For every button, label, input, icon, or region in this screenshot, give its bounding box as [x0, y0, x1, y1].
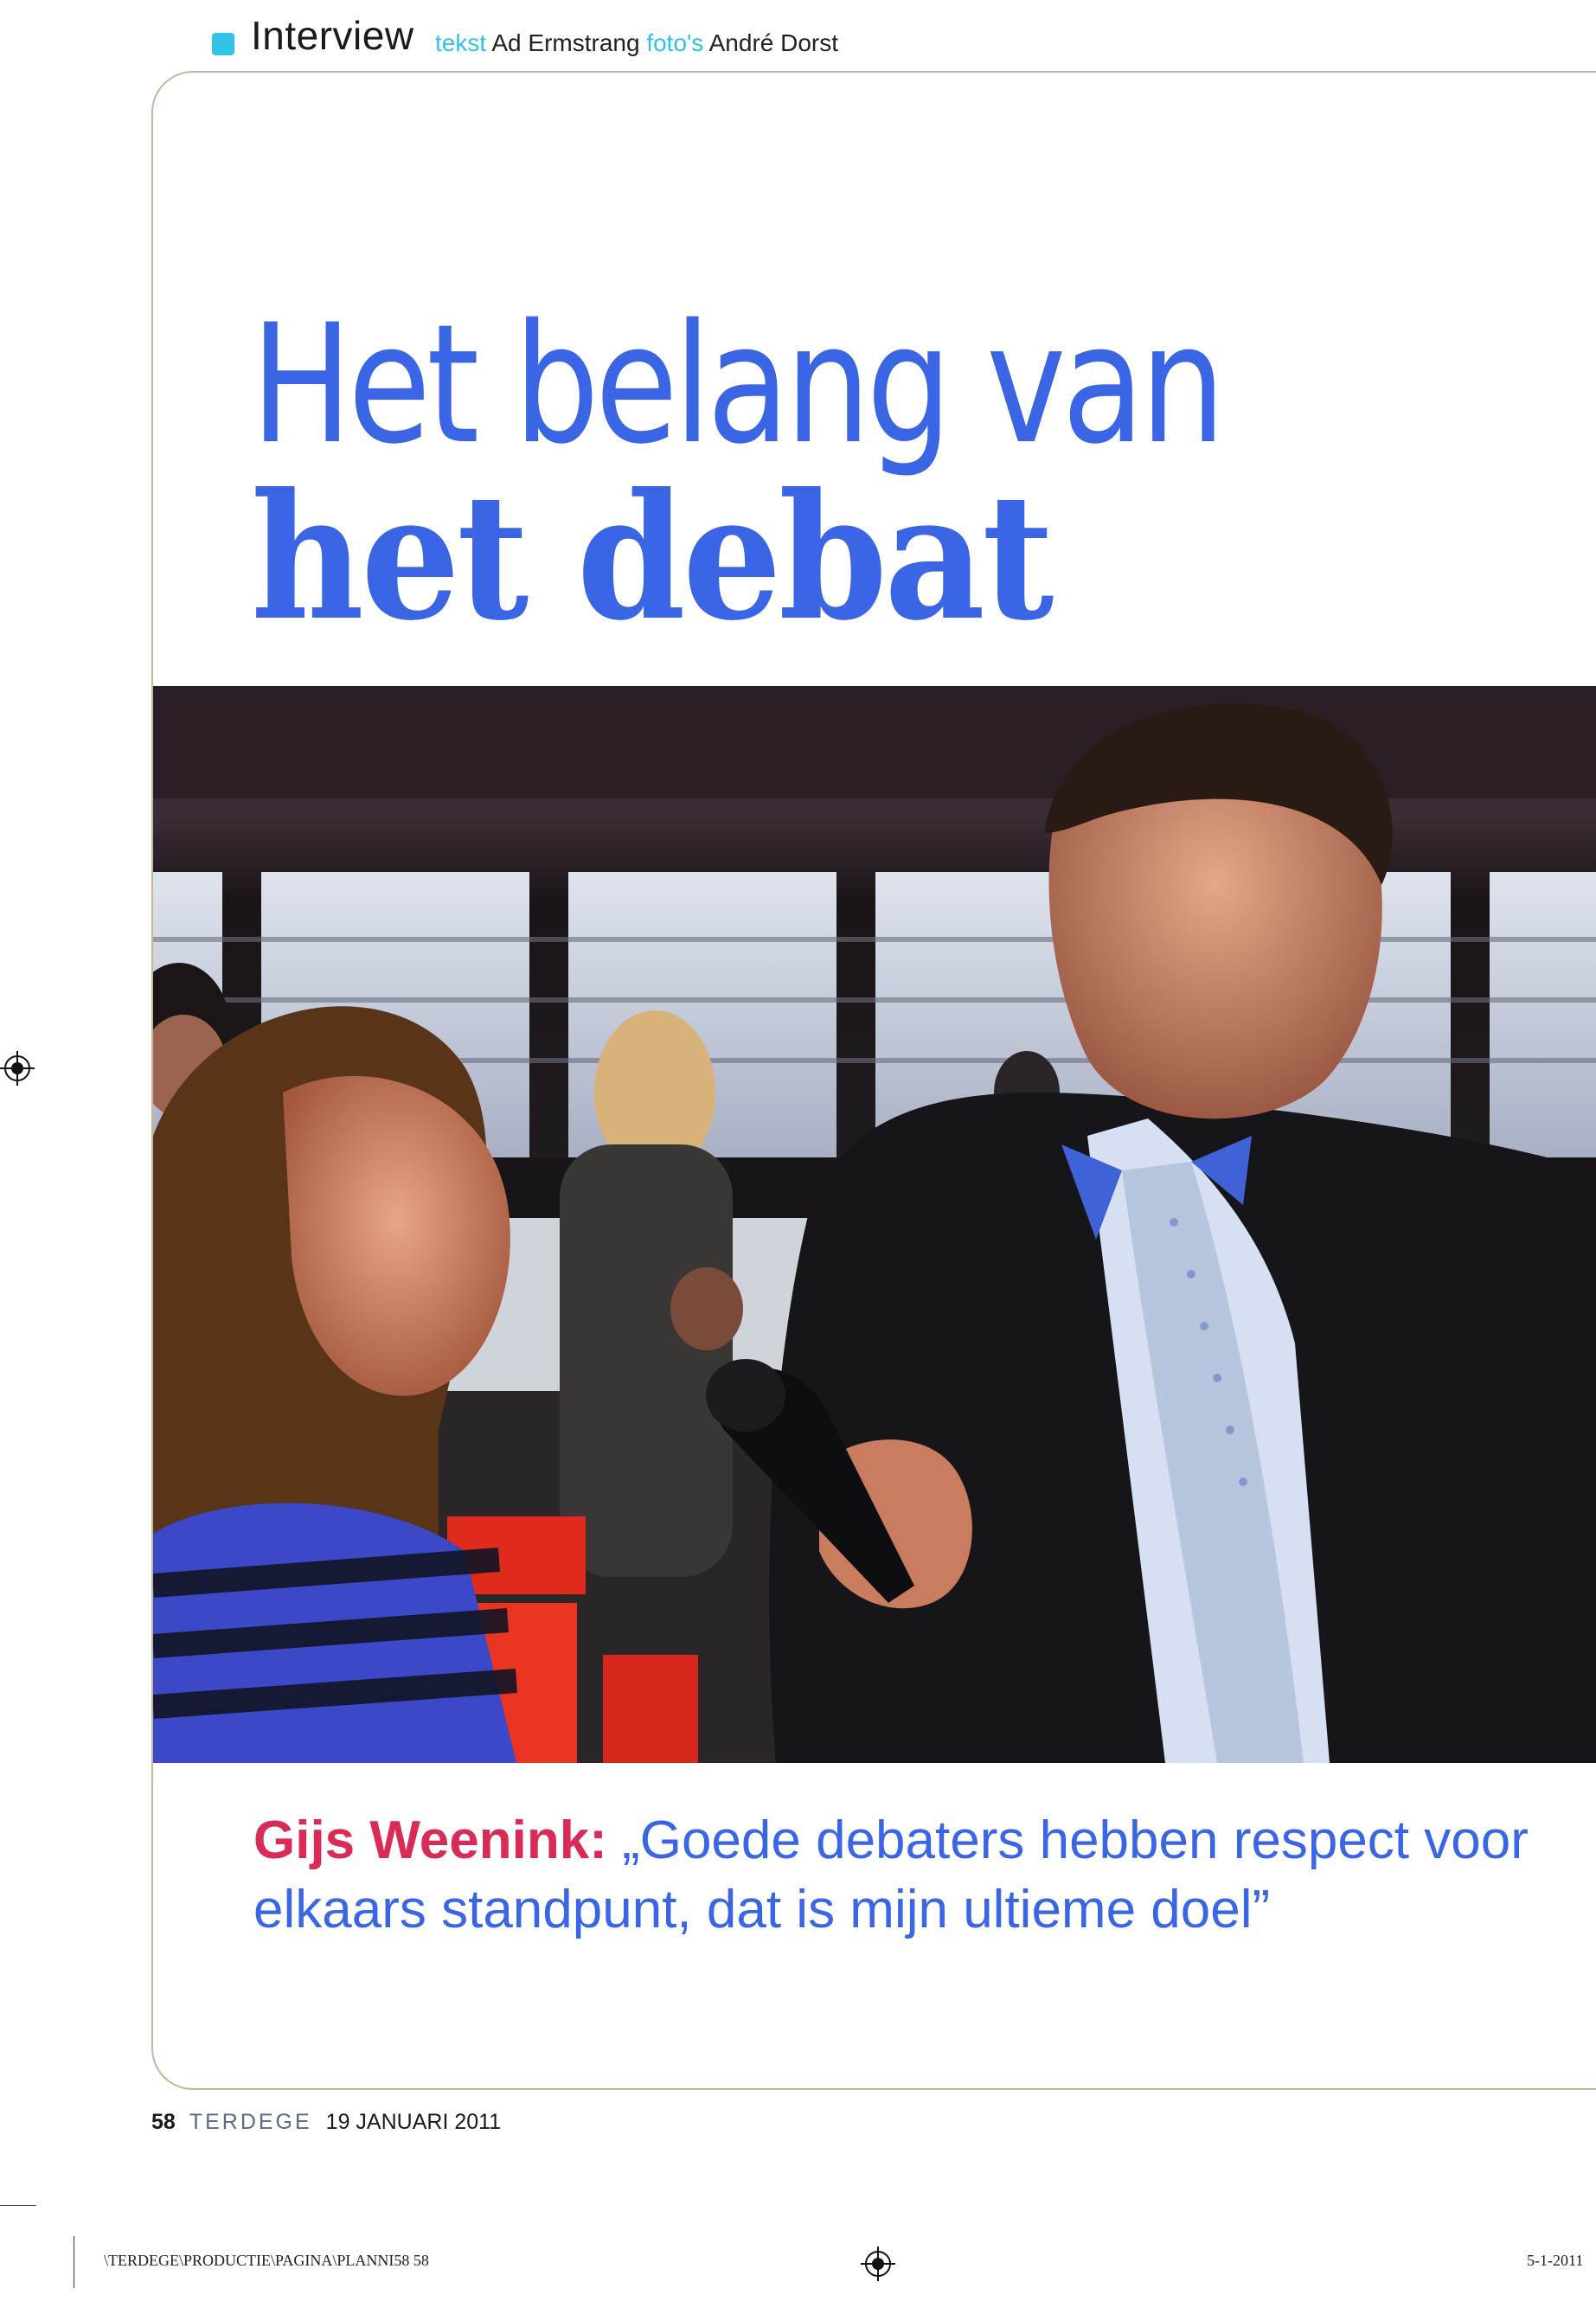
- byline-photographer: André Dorst: [708, 29, 839, 56]
- byline: [435, 29, 838, 57]
- byline-photo-label: foto's: [646, 29, 704, 56]
- registration-mark-icon: [861, 2247, 895, 2281]
- pull-quote: [253, 1806, 1586, 1945]
- print-date: 5-1-2011: [1527, 2252, 1584, 2269]
- article-photo: [153, 686, 1596, 1763]
- quote-speaker: Gijs Weenink:: [253, 1811, 607, 1870]
- crop-mark: [0, 2205, 36, 2206]
- quote-text: „Goede debaters hebben respect voor elkaars standpunt, dat is mijn ultieme doel”: [253, 1811, 1529, 1939]
- title-line-2: het debat: [251, 456, 1051, 659]
- byline-author: Ad Ermstrang: [491, 29, 640, 56]
- page-number: 58: [151, 2110, 176, 2134]
- print-slug: \TERDEGE\PRODUCTIE\PAGINA\PLANNI58 58: [104, 2252, 429, 2269]
- section-label: Interview: [251, 13, 414, 58]
- page-folio: [151, 2110, 501, 2135]
- byline-text-label: tekst: [435, 29, 487, 56]
- issue-date: 19 JANUARI 2011: [325, 2110, 502, 2134]
- magazine-name: TERDEGE: [189, 2110, 312, 2134]
- section-marker-icon: [212, 33, 234, 55]
- title-line-1: Het belang van: [251, 289, 1221, 480]
- registration-mark-icon: [0, 1051, 35, 1086]
